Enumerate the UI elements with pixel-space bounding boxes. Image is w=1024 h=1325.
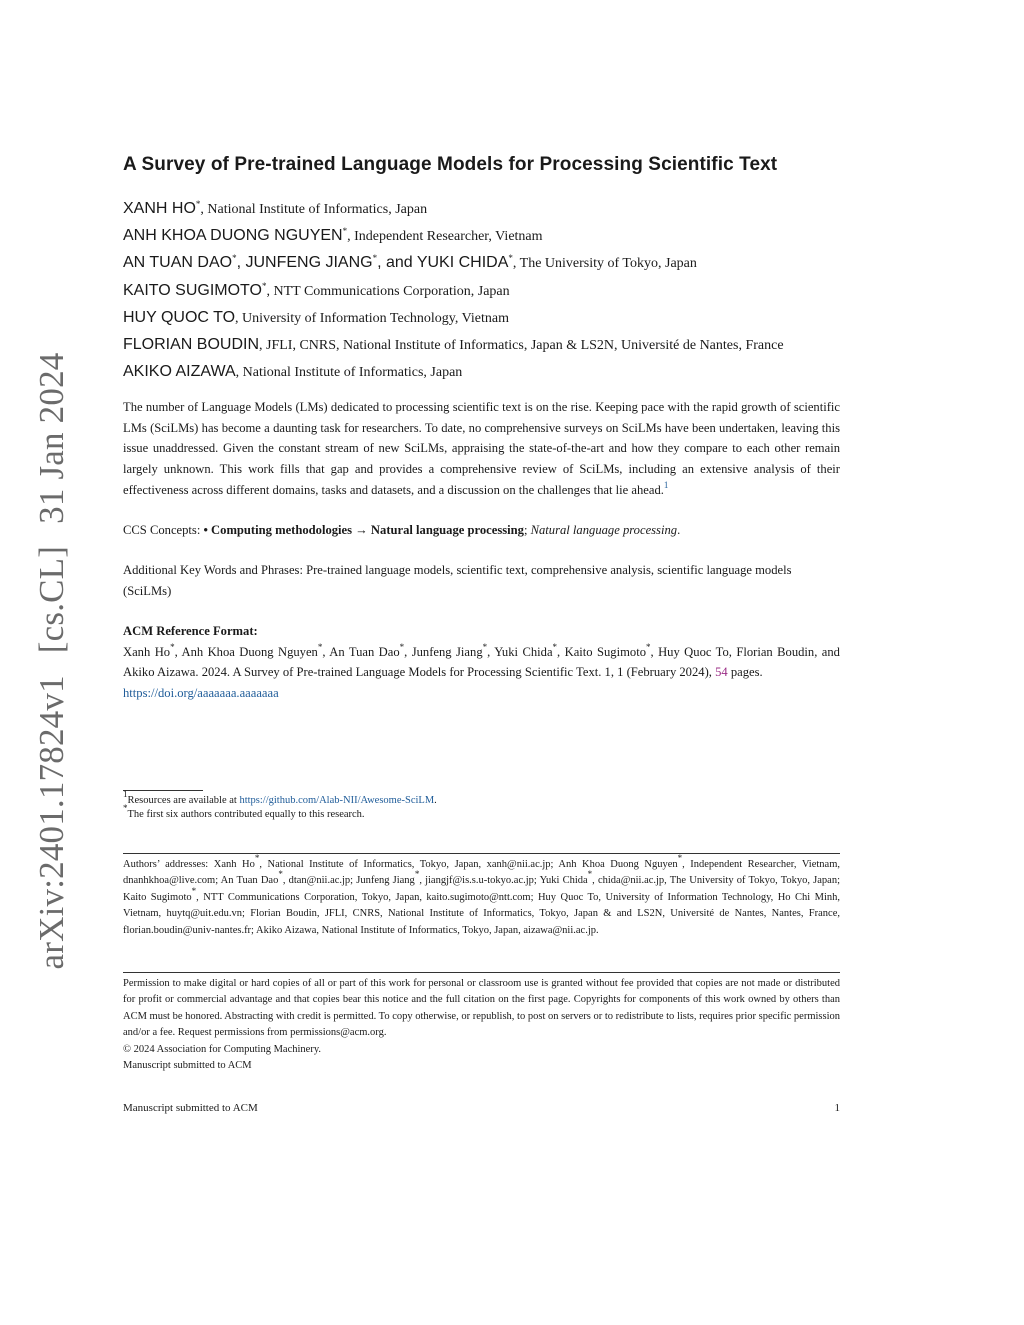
equal-contribution-mark: * (372, 253, 378, 264)
ccs-end: . (677, 523, 681, 537)
footnote-mark: 1 (123, 789, 128, 799)
author-line (123, 198, 840, 225)
author-affiliation: , University of Information Technology, Vietnam (235, 310, 510, 326)
ref-author: An Tuan Dao (329, 644, 400, 659)
footnote-2 (123, 803, 840, 822)
ref-author: Kaito Sugimoto (564, 644, 646, 659)
ref-author: Yuki Chida (494, 644, 553, 659)
equal-contribution-mark: * (278, 869, 283, 880)
author-affiliation: , The University of Tokyo, Japan (512, 256, 697, 272)
footnote-rule (123, 790, 203, 791)
ccs-subconcept: Natural language processing (530, 523, 678, 537)
author-name: AKIKO AIZAWA (123, 363, 236, 381)
copyright: © 2024 Association for Computing Machinery. (123, 1043, 322, 1055)
footer-left: Manuscript submitted to ACM (123, 1102, 258, 1114)
equal-contribution-mark: * (646, 641, 651, 652)
equal-contribution-mark: * (508, 253, 513, 264)
address-part: Authors’ addresses: Xanh Ho (123, 859, 255, 870)
abstract (123, 397, 840, 501)
address-rule (123, 853, 840, 854)
equal-contribution-mark: * (191, 885, 197, 896)
arxiv-id: arXiv:2401.17824v1 (32, 675, 71, 970)
author-name: AN TUAN DAO (123, 254, 233, 272)
author-name: HUY QUOC TO (123, 308, 236, 326)
ccs-concept: Computing methodologies → Natural language processing (211, 523, 524, 537)
author-line (123, 252, 840, 279)
submission-note: Manuscript submitted to ACM (123, 1060, 252, 1072)
address-part: , National Institute of Informatics, Tokyo, Japan, xanh@nii.ac.jp; Anh Khoa Duong Nguyen (259, 859, 678, 870)
acm-reference-heading: ACM Reference Format: (123, 624, 258, 638)
equal-contribution-mark: * (587, 869, 593, 880)
doi-link[interactable]: https://doi.org/aaaaaaa.aaaaaaa (123, 686, 279, 701)
ccs-concepts (123, 520, 840, 540)
author-separator: , and (377, 254, 417, 272)
ccs-separator: ; (523, 523, 531, 537)
pages-suffix: pages. (727, 665, 763, 680)
page-footer (123, 1102, 840, 1114)
permission-rule (123, 972, 840, 973)
author-affiliation: , National Institute of Informatics, Japan (200, 202, 428, 217)
equal-contribution-mark: * (482, 641, 488, 652)
equal-contribution-mark: * (414, 869, 420, 880)
author-affiliation: , NTT Communications Corporation, Japan (266, 283, 510, 299)
author-addresses (123, 853, 840, 939)
author-affiliation: , National Institute of Informatics, Japan (235, 365, 463, 381)
address-part: , jiangjf@is.s.u-tokyo.ac.jp; Yuki Chida (419, 875, 588, 887)
author-line (123, 225, 840, 252)
equal-contribution-mark: * (195, 199, 201, 209)
author-affiliation: , Independent Researcher, Vietnam (347, 229, 543, 245)
equal-contribution-mark: * (261, 280, 267, 291)
ref-rest: , Huy Quoc To, Florian Boudin, and Akiko Aizawa. 2024. A Survey of Pre-trained Language Models for Processing Scientific Text. 1, 1 (February 2024), (123, 644, 840, 680)
equal-contribution-mark: * (677, 853, 683, 863)
address-part: , NTT Communications Corporation, Tokyo, Japan, kaito.sugimoto@ntt.com; Huy Quoc To, University of Information Technology, Ho Chi Minh, Vietnam, huytq@uit.edu.vn; Florian Boudin, JFLI, CNRS, National Institute of Informatics, Tokyo, Japan & and LS2N, Université de Nantes, Nantes, France, florian.boudin@univ-nantes.fr; Akiko Aizawa, National Institute of Informatics, Tokyo, Japan, aizawa@nii.ac.jp. (123, 891, 840, 936)
equal-contribution-mark: * (552, 641, 558, 652)
ref-author: Xanh Ho (123, 644, 171, 659)
arxiv-identifier (32, 331, 72, 970)
author-name: ANH KHOA DUONG NGUYEN (123, 227, 343, 245)
arxiv-category: [cs.CL] (32, 545, 71, 654)
footnote-text: The first six authors contributed equally to this research. (127, 809, 365, 820)
github-link[interactable]: https://github.com/Alab-NII/Awesome-SciLM (239, 795, 435, 806)
footnote-ref[interactable]: 1 (663, 479, 669, 490)
footnote-mark: * (123, 803, 128, 813)
ref-author: Anh Khoa Duong Nguyen (181, 644, 318, 659)
paper-title: A Survey of Pre-trained Language Models for Processing Scientific Text (123, 154, 778, 175)
author-line (123, 307, 840, 334)
ccs-label: CCS Concepts: (123, 523, 204, 537)
equal-contribution-mark: * (232, 253, 237, 264)
footnote-1 (123, 789, 840, 808)
permission-notice (123, 976, 840, 1074)
author-name: FLORIAN BOUDIN (123, 335, 260, 353)
author-name: YUKI CHIDA (416, 254, 509, 272)
author-affiliation: , JFLI, CNRS, National Institute of Informatics, Japan & LS2N, Université de Nantes, France (259, 337, 784, 353)
author-separator: , (236, 254, 246, 272)
address-part: , Independent Researcher, Vietnam, dnanhkhoa@live.com; An Tuan Dao (123, 859, 840, 887)
equal-contribution-mark: * (254, 853, 260, 863)
address-part: , dtan@nii.ac.jp; Junfeng Jiang (282, 875, 415, 887)
author-line (123, 280, 840, 307)
permission-text: Permission to make digital or hard copies of all or part of this work for personal or classroom use is granted without fee provided that copies are not made or distributed for profit or commercial advantage and that copies bear this notice and the full citation on the first page. Copyrights for components of this work owned by others than ACM must be honored. Abstracting with credit is permitted. To copy otherwise, or republish, to post on servers or to redistribute to lists, requires prior specific permission and/or a fee. Request permissions from permissions@acm.org. (123, 978, 840, 1039)
author-line (123, 334, 840, 361)
page-count-link[interactable]: 54 (715, 665, 728, 680)
author-line (123, 361, 840, 388)
ref-author: Junfeng Jiang (411, 644, 483, 659)
footnote-text: Resources are available at (127, 795, 240, 806)
equal-contribution-mark: * (342, 226, 348, 237)
footnote-end: . (434, 795, 437, 806)
equal-contribution-mark: * (170, 641, 175, 652)
author-name: XANH HO (123, 200, 196, 217)
footnotes (123, 789, 840, 822)
equal-contribution-mark: * (317, 641, 323, 652)
acm-reference-text: Xanh Ho*, Anh Khoa Duong Nguyen*, An Tuan Dao*, Junfeng Jiang*, Yuki Chida*, Kaito Sugimoto*, Huy Quoc To, Florian Boudin, and Akiko Aizawa. 2024. A Survey of Pre-trained Language Models for Processing Scientific Text. 1, 1 (February 2024), 54 pages. https://doi.org/aaaaaaa.aaaaaaa (123, 641, 840, 701)
page-number: 1 (834, 1102, 840, 1114)
address-part: , chida@nii.ac.jp, The University of Tokyo, Tokyo, Japan; Kaito Sugimoto (123, 875, 840, 903)
author-name: JUNFENG JIANG (245, 254, 373, 272)
ccs-bullet: • (203, 523, 212, 537)
keywords: Additional Key Words and Phrases: Pre-trained language models, scientific text, comprehensive analysis, scientific language models (SciLMs) (123, 563, 792, 598)
abstract-text: The number of Language Models (LMs) dedicated to processing scientific text is on the rise. Keeping pace with the rapid growth of scientific LMs (SciLMs) has become a daunting task for researchers. To date, no comprehensive surveys on SciLMs have been undertaken, leaving this issue unaddressed. Given the constant stream of new SciLMs, appraising the state-of-the-art and how they compare to each other remain largely unknown. This work fills that gap and provides a comprehensive review of SciLMs, including an extensive analysis of their effectiveness across different domains, tasks and datasets, and a discussion on the challenges that lie ahead. (123, 400, 840, 497)
author-name: KAITO SUGIMOTO (123, 281, 262, 299)
equal-contribution-mark: * (399, 641, 405, 652)
author-list (123, 198, 840, 388)
acm-reference (123, 621, 840, 704)
arxiv-date: 31 Jan 2024 (32, 352, 71, 524)
